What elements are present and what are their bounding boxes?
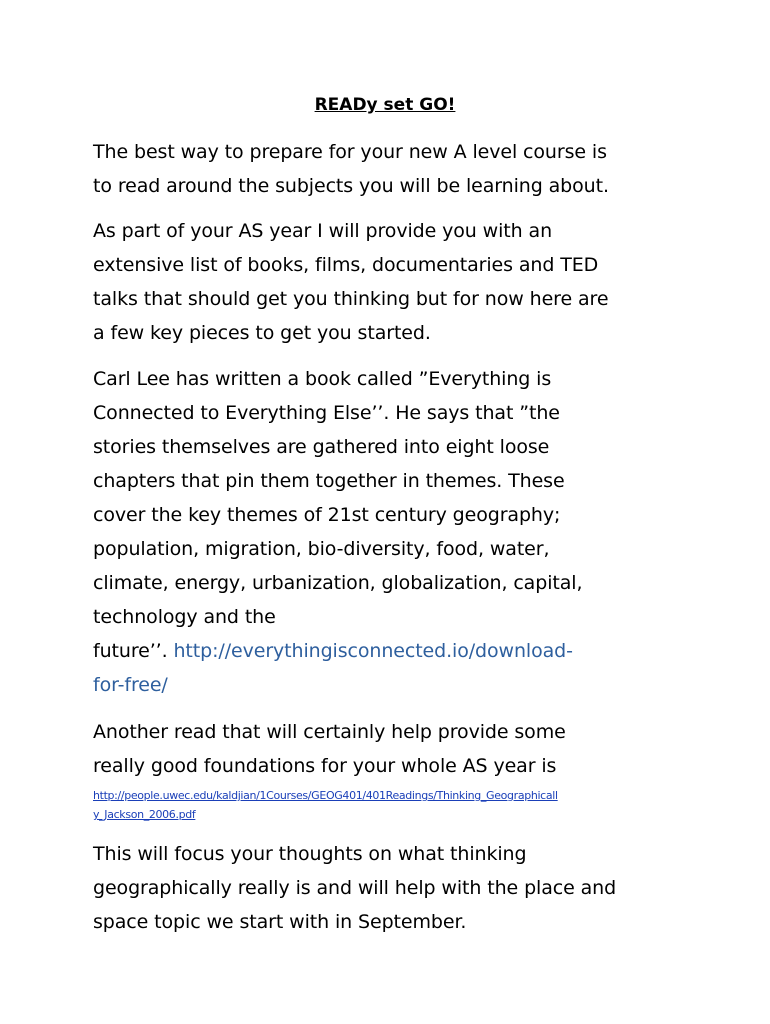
text-line: Connected to Everything Else’’. He says that ”the (93, 402, 560, 424)
carl-lee-paragraph (93, 362, 693, 702)
text-line: geographically really is and will help with the place and (93, 877, 617, 899)
link-line[interactable]: y_Jackson_2006.pdf (93, 808, 196, 821)
text-line (93, 634, 693, 668)
text-line: extensive list of books, films, documentaries and TED (93, 254, 599, 276)
text-line: to read around the subjects you will be learning about. (93, 175, 609, 197)
text-line: a few key pieces to get you started. (93, 322, 431, 344)
thinking-geographically-link[interactable] (93, 786, 693, 824)
text-line: chapters that pin them together in themes. These (93, 470, 565, 492)
text-fragment: future’’. (93, 640, 168, 662)
text-line: technology and the (93, 606, 276, 628)
closing-paragraph (93, 837, 693, 939)
another-read-paragraph (93, 715, 693, 783)
text-line: The best way to prepare for your new A level course is (93, 141, 607, 163)
text-line: Another read that will certainly help provide some (93, 721, 566, 743)
everything-connected-link[interactable]: http://everythingisconnected.io/download- (173, 640, 573, 662)
text-line: stories themselves are gathered into eight loose (93, 436, 550, 458)
text-line: space topic we start with in September. (93, 911, 467, 933)
page-title: READy set GO! (314, 95, 456, 115)
text-line: talks that should get you thinking but for now here are (93, 288, 609, 310)
link-line[interactable]: http://people.uwec.edu/kaldjian/1Courses/GEOG401/401Readings/Thinking_Geographicall (93, 789, 558, 802)
text-line: Carl Lee has written a book called ”Everything is (93, 368, 552, 390)
everything-connected-link-continued[interactable]: for-free/ (93, 674, 168, 696)
as-year-paragraph (93, 214, 693, 350)
text-line: cover the key themes of 21st century geography; (93, 504, 561, 526)
intro-paragraph (93, 135, 693, 203)
text-line (93, 668, 693, 702)
text-line: As part of your AS year I will provide you with an (93, 220, 553, 242)
text-line: climate, energy, urbanization, globalization, capital, (93, 572, 583, 594)
text-line: really good foundations for your whole AS year is (93, 755, 557, 777)
text-line: This will focus your thoughts on what thinking (93, 843, 527, 865)
text-line: population, migration, bio-diversity, food, water, (93, 538, 550, 560)
